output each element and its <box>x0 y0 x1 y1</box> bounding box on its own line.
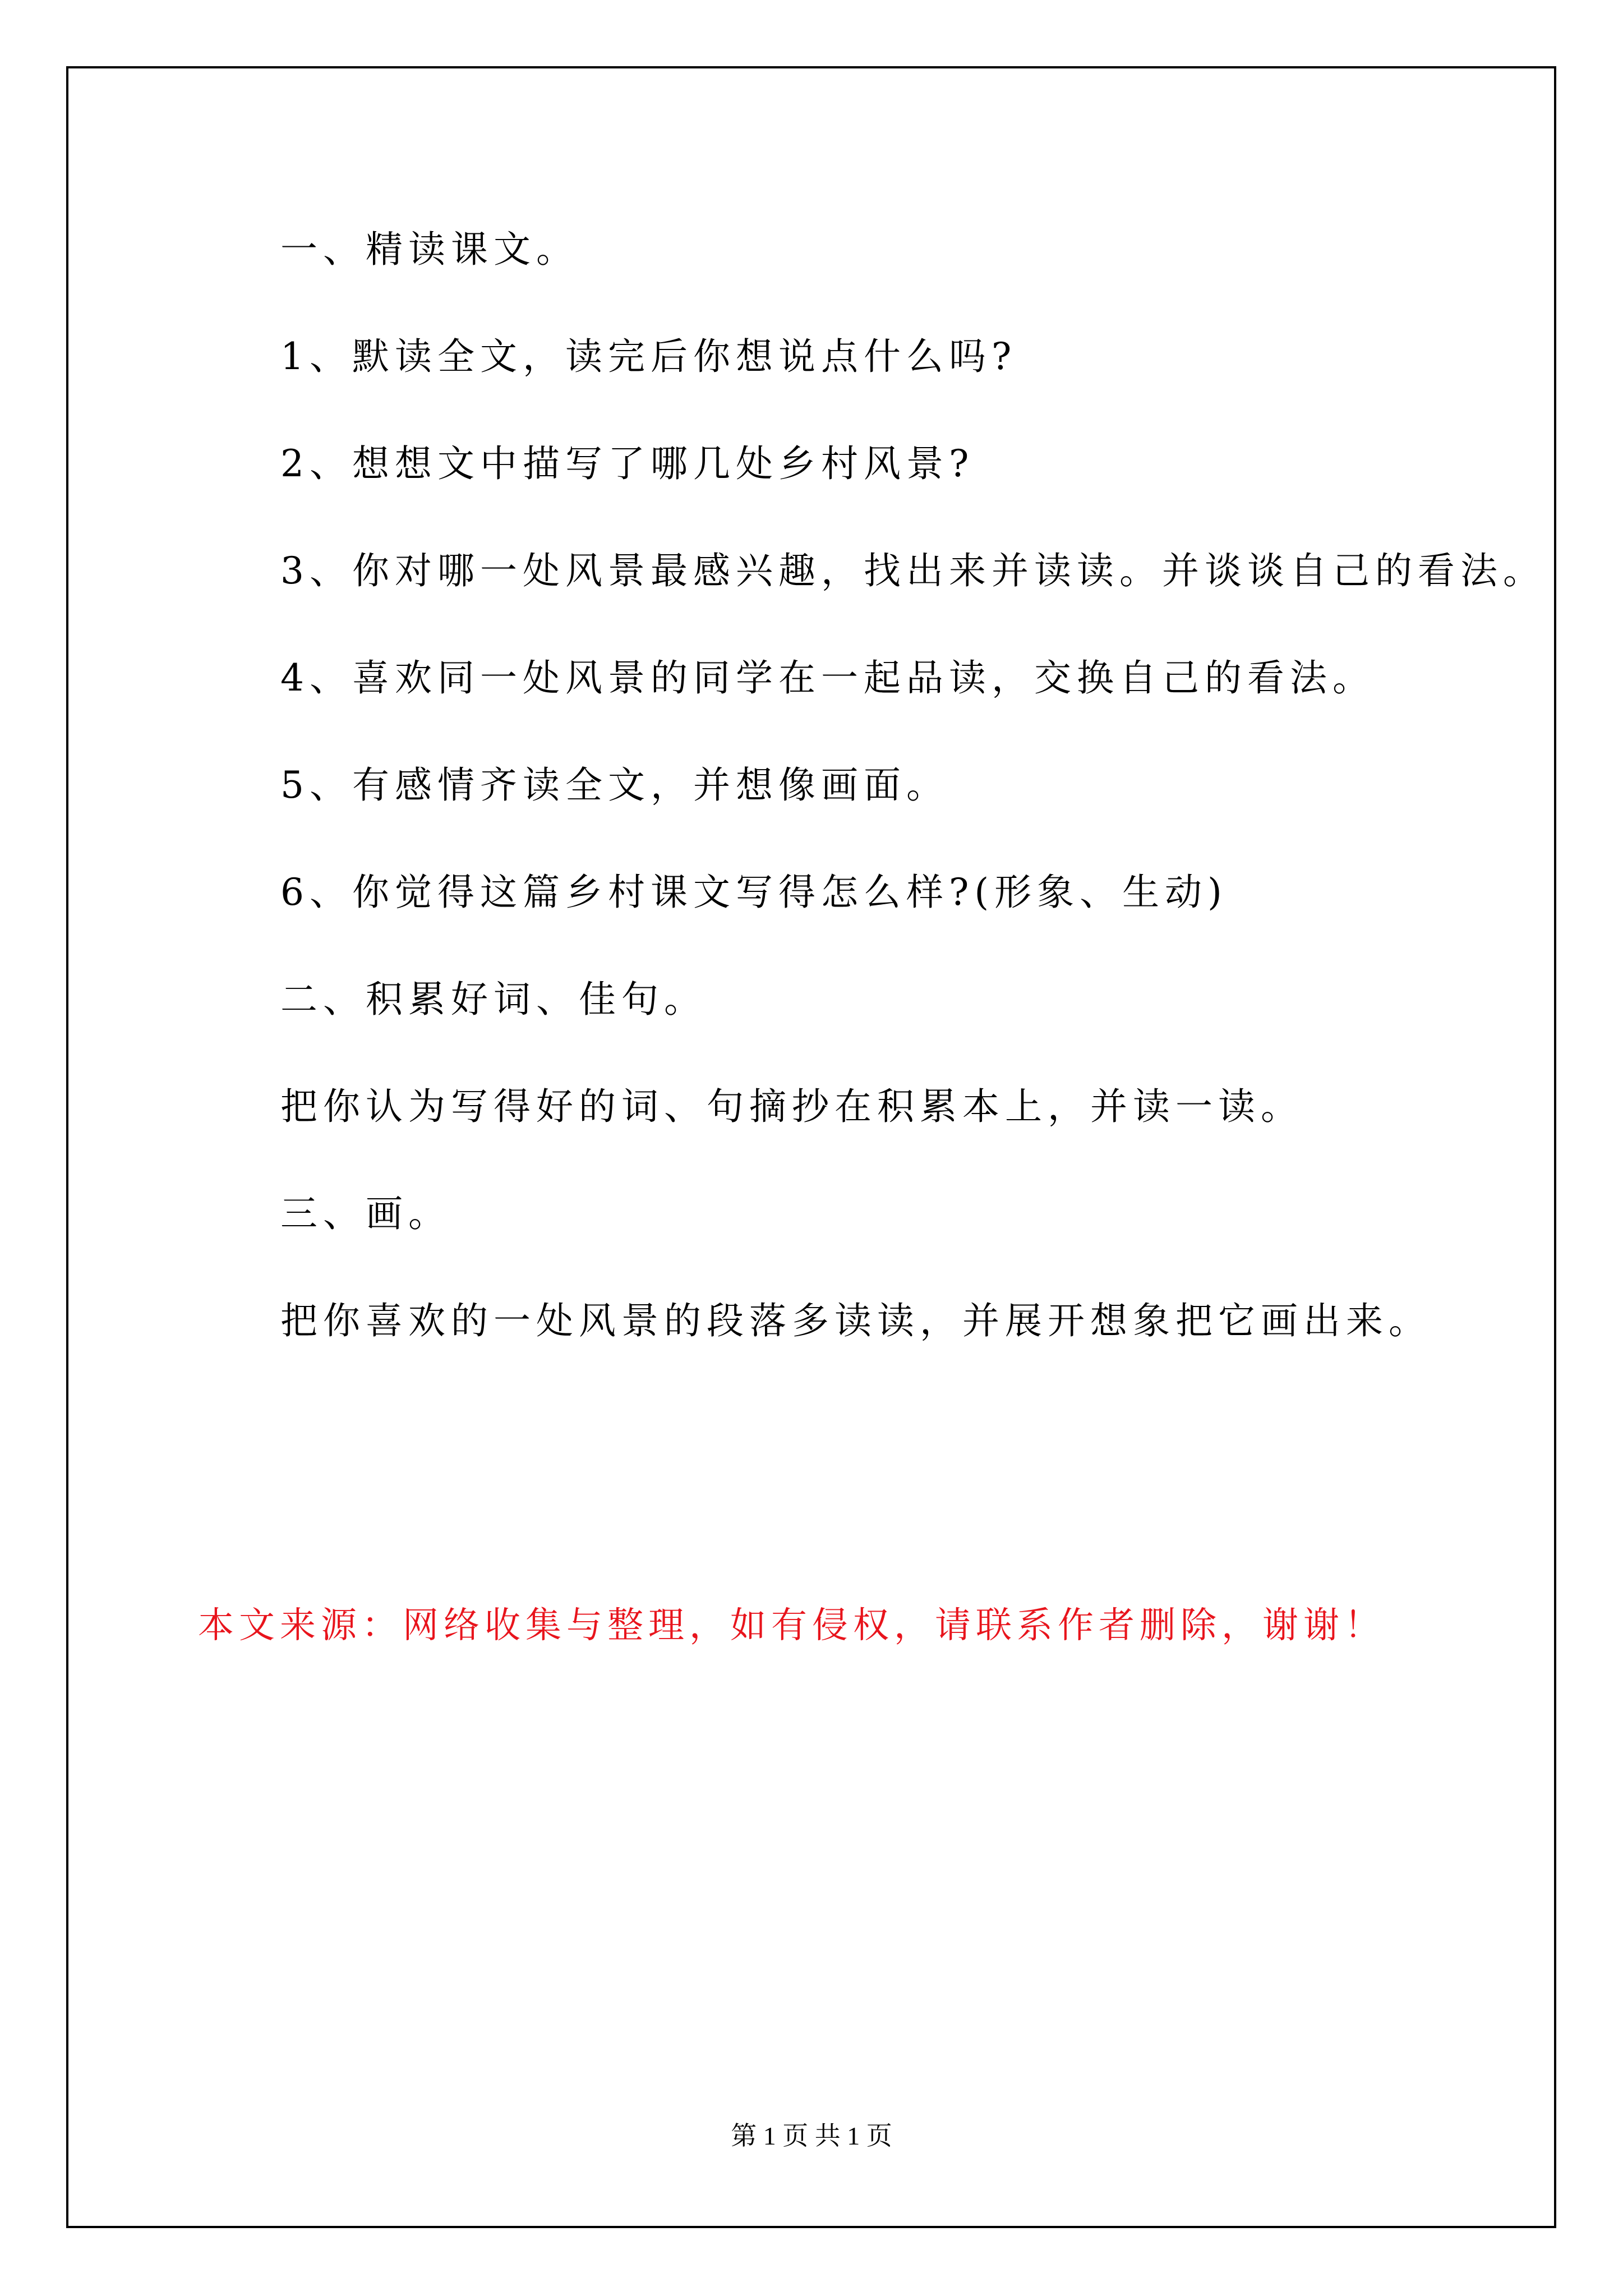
section-heading-2: 二、积累好词、佳句。 <box>280 978 707 1021</box>
section-heading-1: 一、精读课文。 <box>280 228 579 271</box>
page-border <box>66 66 1556 2228</box>
question-3: 3、你对哪一处风景最感兴趣，找出来并读读。并谈谈自己的看法。 <box>280 549 1546 592</box>
instruction-3: 把你喜欢的一处风景的段落多读读，并展开想象把它画出来。 <box>280 1299 1431 1342</box>
question-6: 6、你觉得这篇乡村课文写得怎么样?(形象、生动) <box>280 871 1228 914</box>
question-4: 4、喜欢同一处风景的同学在一起品读，交换自己的看法。 <box>280 656 1375 700</box>
section-heading-3: 三、画。 <box>280 1192 451 1235</box>
question-1: 1、默读全文，读完后你想说点什么吗? <box>280 335 1017 378</box>
question-5: 5、有感情齐读全文，并想像画面。 <box>280 763 949 807</box>
page-footer: 第 1 页 共 1 页 <box>731 2122 892 2150</box>
instruction-2: 把你认为写得好的词、句摘抄在积累本上，并读一读。 <box>280 1085 1303 1128</box>
question-2: 2、想想文中描写了哪几处乡村风景? <box>280 442 975 485</box>
source-note: 本文来源：网络收集与整理，如有侵权，请联系作者删除，谢谢！ <box>198 1605 1385 1646</box>
